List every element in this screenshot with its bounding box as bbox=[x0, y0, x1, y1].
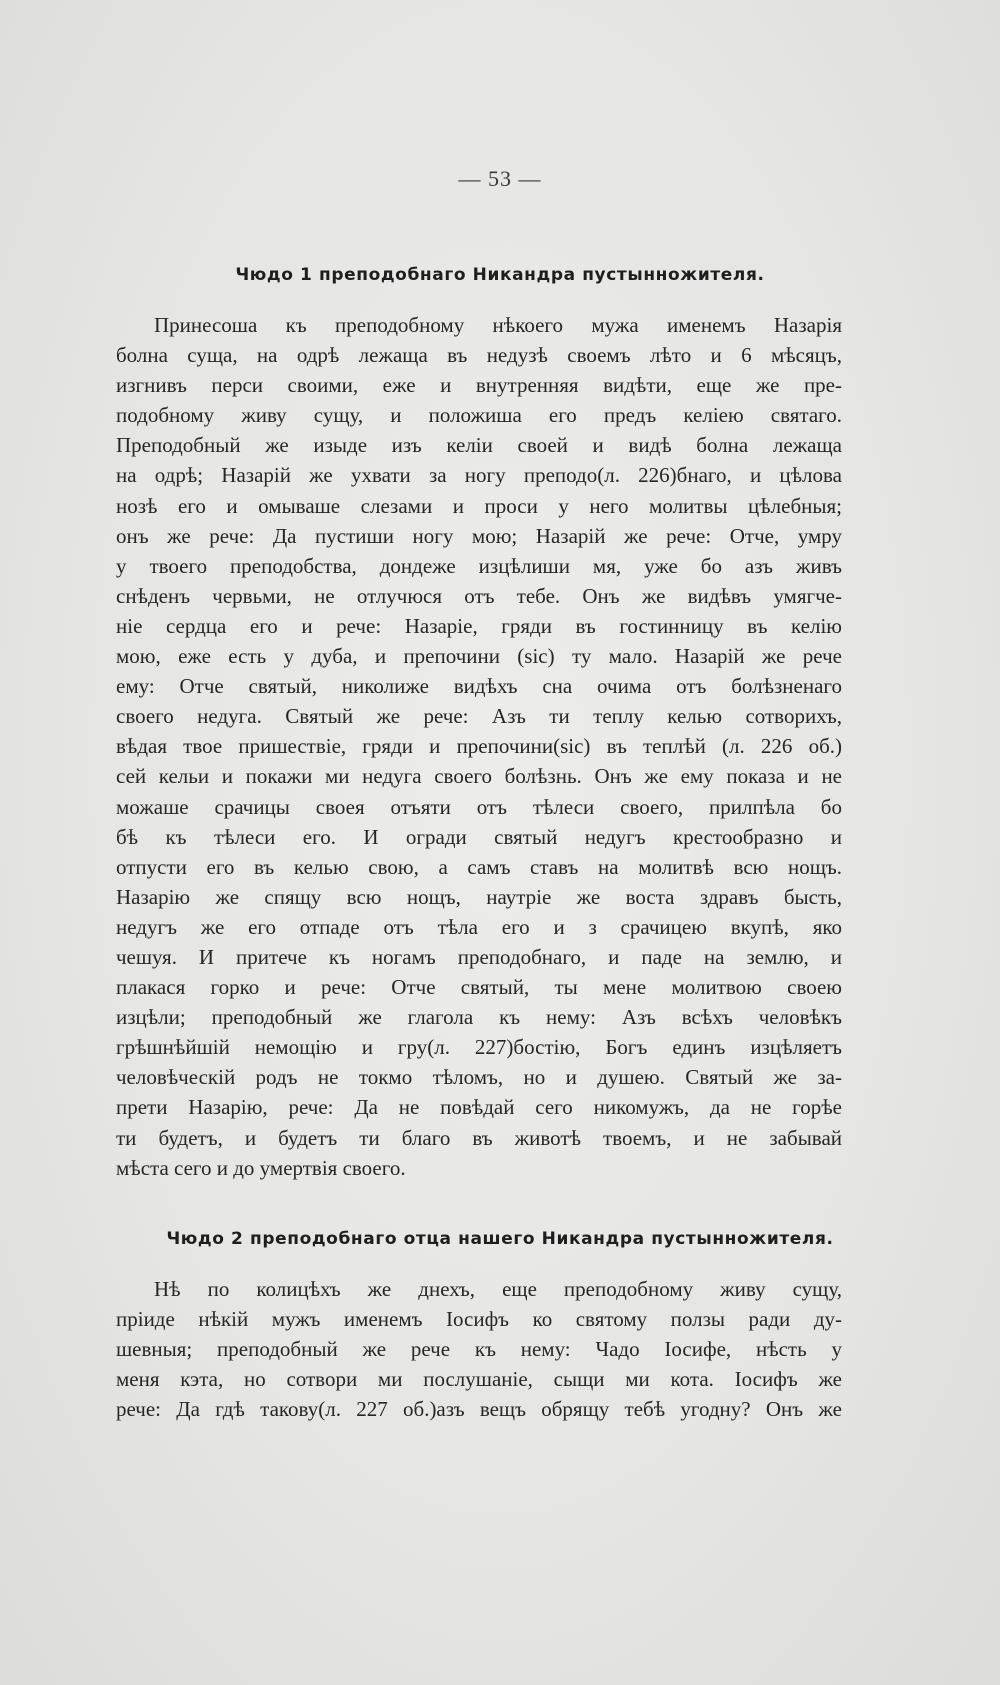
text-line: чешуя. И притече къ ногамъ преподобнаго, и паде на землю, и bbox=[116, 944, 842, 969]
text-line: грѣшнѣйшій немощію и гру(л. 227)бостію, Богъ единъ изцѣляетъ bbox=[116, 1035, 842, 1060]
text-line: плакася горко и рече: Отче святый, ты мене молитвою своею bbox=[116, 975, 842, 1000]
text-line: онъ же рече: Да пустиши ногу мою; Назарій же рече: Отче, умру bbox=[116, 523, 842, 548]
text-line: вѣдая твое пришествіе, гряди и препочини(sic) въ теплѣй (л. 226 об.) bbox=[116, 734, 842, 759]
text-line: мою, еже есть у дуба, и препочини (sic) ту мало. Назарій же рече bbox=[116, 644, 842, 669]
text-line: Нѣ по колицѣхъ же днехъ, еще преподобному живу сущу, bbox=[154, 1277, 842, 1301]
text-line: снѣденъ червьми, не отлучюся отъ тебе. Онъ же видѣвъ умягче- bbox=[116, 583, 842, 608]
text-line: Принесоша къ преподобному нѣкоего мужа именемъ Назарія bbox=[154, 313, 842, 337]
text-line: отпусти его въ келью свою, а самъ ставъ на молитвѣ всю нощъ. bbox=[116, 854, 842, 879]
section-heading-miracle-2: Чюдо 2 преподобнаго отца нашего Никандра пустынножителя. bbox=[166, 1229, 834, 1249]
section-body-miracle-2 bbox=[116, 1274, 842, 1424]
text-line: можаше срачицы своея отъяти отъ тѣлеси своего, прилпѣла бо bbox=[116, 794, 842, 819]
text-line: ти будетъ, и будетъ ти благо въ животѣ твоемъ, и не забывай bbox=[116, 1125, 842, 1150]
text-line: меня кэта, но сотвори ми послушаніе, сыщи ми кота. Іосифъ же bbox=[116, 1367, 842, 1392]
section-body-miracle-1 bbox=[116, 310, 842, 1183]
text-line: на одрѣ; Назарій же ухвати за ногу преподо(л. 226)бнаго, и цѣлова bbox=[116, 463, 842, 488]
text-line: ніе сердца его и рече: Назаріе, гряди въ гостинницу въ келію bbox=[116, 613, 842, 638]
text-line: изгнивъ перси своими, еже и внутренняя видѣти, еще же пре- bbox=[116, 373, 842, 398]
text-line: нозѣ его и омываше слезами и проси у него молитвы цѣлебныя; bbox=[116, 493, 842, 518]
text-line: недугъ же его отпаде отъ тѣла его и з срачицею вкупѣ, яко bbox=[116, 914, 842, 939]
text-line: у твоего преподобства, дондеже изцѣлиши мя, уже бо азъ живъ bbox=[116, 553, 842, 578]
text-line: рече: Да гдѣ такову(л. 227 об.)азъ вещъ обрящу тебѣ угодну? Онъ же bbox=[116, 1397, 842, 1422]
text-line: болна суща, на одрѣ лежаща въ недузѣ своемъ лѣто и 6 мѣсяцъ, bbox=[116, 343, 842, 368]
text-line: Преподобный же изыде изъ келіи своей и видѣ болна лежаща bbox=[116, 433, 842, 458]
text-line: изцѣли; преподобный же глагола къ нему: Азъ всѣхъ человѣкъ bbox=[116, 1005, 842, 1030]
page-number: — 53 — bbox=[458, 166, 542, 191]
text-line: бѣ къ тѣлеси его. И огради святый недугъ крестообразно и bbox=[116, 824, 842, 849]
text-line: подобному живу сущу, и положиша его предъ келіею святаго. bbox=[116, 403, 842, 428]
text-line: ему: Отче святый, николиже видѣхъ сна очима отъ болѣзненаго bbox=[116, 674, 842, 699]
text-line: пріиде нѣкій мужъ именемъ Іосифъ ко святому ползы ради ду- bbox=[116, 1307, 842, 1332]
text-line: Назарію же спящу всю нощъ, наутріе же воста здравъ бысть, bbox=[116, 884, 842, 909]
text-line: мѣста сего и до умертвія своего. bbox=[116, 1155, 406, 1180]
text-line: человѣческій родъ не токмо тѣломъ, но и душею. Святый же за- bbox=[116, 1065, 842, 1090]
text-line: сей кельи и покажи ми недуга своего болѣзнь. Онъ же ему показа и не bbox=[116, 764, 842, 789]
text-line: шевныя; преподобный же рече къ нему: Чадо Іосифе, нѣсть у bbox=[116, 1337, 842, 1362]
text-line: прети Назарію, рече: Да не повѣдай сего никомужъ, да не горѣе bbox=[116, 1095, 842, 1120]
section-heading-miracle-1: Чюдо 1 преподобнаго Никандра пустынножителя. bbox=[235, 265, 765, 285]
text-line: своего недуга. Святый же рече: Азъ ти теплу келью сотворихъ, bbox=[116, 704, 842, 729]
